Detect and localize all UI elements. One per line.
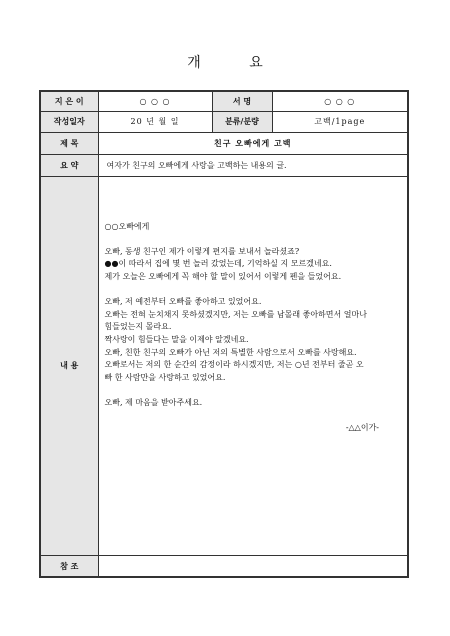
blank-line (105, 284, 402, 297)
category-label: 분류/분량 (212, 111, 272, 132)
name-value: ○ ○ ○ (272, 91, 408, 111)
name-label: 서 명 (212, 91, 272, 111)
letter-line: 오빠, 저 예전부터 오빠를 좋아하고 있었어요. (104, 297, 262, 307)
letter-line: 오빠는 전혀 눈치채지 못하셨겠지만, 저는 오빠를 남몰래 좋아하면서 얼마나 (104, 309, 367, 319)
date-label: 작성일자 (40, 111, 98, 132)
letter-text (105, 221, 402, 410)
content-label: 내 용 (40, 176, 98, 555)
letter-line: 오빠, 친한 친구의 오빠가 아닌 저의 특별한 사람으로서 오빠를 사랑해요. (104, 347, 357, 357)
blank-line (105, 233, 402, 246)
letter-line: 오빠로서는 저의 한 순간의 감정이라 하시겠지만, 저는 ○년 전부터 줄곧 오 (104, 360, 364, 370)
reference-value (98, 556, 408, 577)
page-title: 개 요 (187, 55, 285, 71)
subject-value: 친구 오빠에게 고백 (98, 133, 408, 155)
blank-line (105, 384, 402, 397)
letter-line: 오빠, 동생 친구인 제가 이렇게 편지를 보내서 놀라셨죠? (104, 246, 300, 256)
author-value: ○ ○ ○ (98, 91, 212, 111)
summary-form-table (39, 90, 409, 578)
reference-row (40, 556, 408, 577)
letter-line: ○○오빠에게 (104, 221, 150, 231)
subject-row (40, 133, 408, 155)
letter-line: 빠 한 사람만을 사랑하고 있었어요. (104, 372, 226, 382)
subject-label: 제 목 (40, 133, 98, 155)
content-body (98, 176, 408, 555)
date-row (40, 111, 408, 132)
letter-line: 힘들었는지 몰라요. (104, 322, 172, 332)
category-value: 고백/1page (272, 111, 408, 132)
letter-line: ●●이 따라서 집에 몇 번 놀러 갔었는데, 기억하실 지 모르겠네요. (104, 259, 332, 269)
content-row (40, 176, 408, 555)
summary-row (40, 155, 408, 176)
reference-label: 참 조 (40, 556, 98, 577)
author-label: 지 은 이 (40, 91, 98, 111)
letter-line: 짝사랑이 힘들다는 말을 이제야 알겠네요. (104, 335, 249, 345)
author-row (40, 91, 408, 111)
summary-label: 요 약 (40, 155, 98, 176)
signature: -△△이가- (345, 423, 379, 433)
summary-value: 여자가 친구의 오빠에게 사랑을 고백하는 내용의 글. (98, 155, 408, 176)
letter-line: 제가 오늘은 오빠에게 꼭 해야 할 말이 있어서 이렇게 펜을 들었어요. (104, 272, 342, 282)
date-value: 20 년 월 일 (98, 111, 212, 132)
letter-line: 오빠, 제 마음을 받아주세요. (104, 398, 203, 407)
